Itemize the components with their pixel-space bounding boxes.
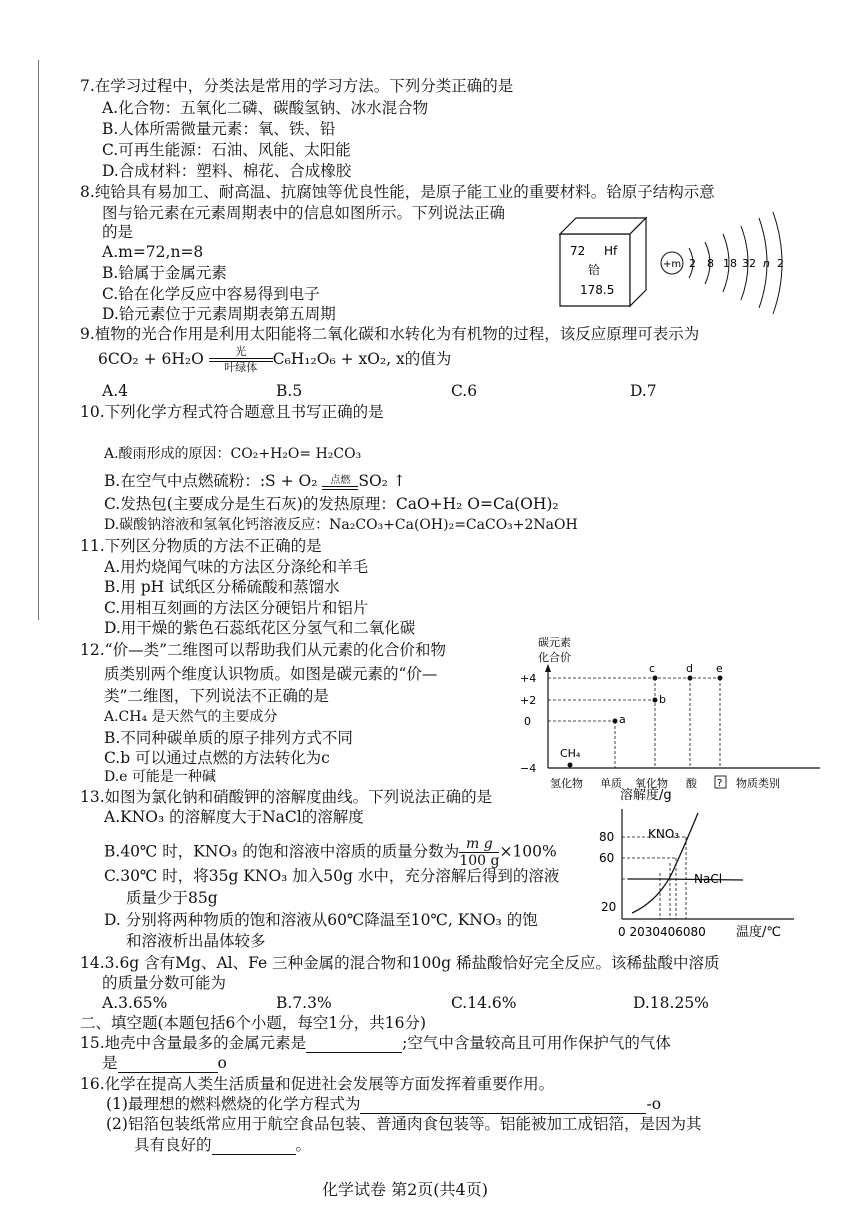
point-c <box>653 676 658 681</box>
label-a: a <box>619 713 626 726</box>
q9-option-d: D.7 <box>630 382 657 400</box>
nucleus-charge: +m <box>663 259 682 270</box>
q13-b-denominator: 100 g <box>459 853 500 869</box>
q10-b-condition <box>322 475 358 490</box>
q9-equation <box>98 346 451 374</box>
q11-option-d: D.用干燥的紫色石蕊纸花区分氢气和二氧化碳 <box>104 619 416 637</box>
q10-option-c: C.发热包(主要成分是生石灰)的发热原理：CaO+H₂ O=Ca(OH)₂ <box>104 495 559 513</box>
q13-option-c-line2: 质量少于85g <box>126 889 218 907</box>
y-tick-plus4: +4 <box>520 672 537 685</box>
chart-ylabel: 溶解度/g <box>620 788 672 803</box>
q13-b-prefix: B.40℃ 时，KNO₃ 的饱和溶液中溶质的质量分数为 <box>104 842 460 861</box>
q13-b-suffix: ×100% <box>499 842 557 861</box>
x-axis-label: 物质类别 <box>736 777 780 790</box>
q9-cond-bottom: 叶绿体 <box>224 361 258 374</box>
label-ch4: CH₄ <box>560 747 581 760</box>
q9-eq-right: C₆H₁₂O₆ + xO₂ <box>272 350 387 368</box>
y-tick-minus4: −4 <box>520 762 537 775</box>
q9-eq-condition <box>209 346 273 374</box>
q8-stem-line2: 图与铪元素在元素周期表中的信息如图所示。下列说法正确 <box>102 204 506 222</box>
kno3-label: KNO₃ <box>648 827 680 841</box>
q10-b-suffix: SO₂ ↑ <box>358 472 406 490</box>
q13-option-d-line2: 和溶液析出晶体较多 <box>126 932 266 950</box>
q16-p2-end: 。 <box>295 1136 312 1154</box>
q9-stem: 9.植物的光合作用是利用太阳能将二氧化碳和水转化为有机物的过程，该反应原理可表示为 <box>80 325 700 343</box>
point-e <box>718 676 723 681</box>
label-d: d <box>686 662 693 675</box>
q7-option-b: B.人体所需微量元素：氧、铁、铅 <box>102 120 336 138</box>
q16-part2-line1: (2)铝箔包装纸常应用于航空食品包装、普通肉食包装等。铝能被加工成铝箔，是因为其 <box>106 1115 702 1133</box>
q15-line1 <box>80 1033 671 1053</box>
q16-p2-text: 具有良好的 <box>134 1136 212 1154</box>
q14-option-b: B.7.3% <box>276 994 332 1012</box>
q15-text-c: 是 <box>102 1054 118 1072</box>
label-e: e <box>716 662 723 675</box>
q15-blank-2[interactable] <box>118 1056 218 1073</box>
q8-option-c: C.铪在化学反应中容易得到电子 <box>102 285 320 303</box>
q12-option-b: B.不同种碳单质的原子排列方式不同 <box>104 729 353 747</box>
nacl-label: NaCl <box>694 872 723 886</box>
x-tick-hydride: 氢化物 <box>550 777 583 790</box>
q10-stem: 10.下列化学方程式符合题意且书写正确的是 <box>80 403 384 421</box>
q13-option-c-line1: C.30℃ 时，将35g KNO₃ 加入50g 水中，充分溶解后得到的溶液 <box>104 867 560 885</box>
q16-blank-1[interactable] <box>360 1097 646 1114</box>
point-ch4 <box>568 763 573 768</box>
q14-stem-line1: 14.3.6g 含有Mg、Al、Fe 三种金属的混合物和100g 稀盐酸恰好完全反应。该稀盐酸中溶质 <box>80 954 720 972</box>
q15-text-a: 15.地壳中含量最多的金属元素是 <box>80 1034 307 1052</box>
q15-line2 <box>102 1053 227 1073</box>
shell-3-count: 18 <box>723 257 737 270</box>
element-number: 72 <box>570 244 586 258</box>
q14-stem-line2: 的质量分数可能为 <box>102 974 227 992</box>
q11-stem: 11.下列区分物质的方法不正确的是 <box>80 537 322 555</box>
q10-option-b <box>104 470 406 492</box>
q16-p1-text: (1)最理想的燃料燃烧的化学方程式为 <box>106 1095 361 1113</box>
y-tick-20: 20 <box>601 900 617 914</box>
q10-b-cond-text: 点燃 <box>330 474 351 486</box>
q16-blank-2[interactable] <box>212 1138 296 1155</box>
element-symbol: Hf <box>604 244 618 258</box>
y-tick-plus2: +2 <box>520 694 537 707</box>
q7-option-a: A.化合物：五氧化二磷、碳酸氢钠、冰水混合物 <box>102 99 429 117</box>
label-b: b <box>659 693 666 706</box>
y-tick-0: 0 <box>524 715 531 728</box>
q10-b-prefix: B.在空气中点燃硫粉：:S + O₂ <box>104 472 318 490</box>
q12-stem-line1: 12.“价—类”二维图可以帮助我们从元素的化合价和物 <box>80 641 446 659</box>
q13-b-fraction <box>459 836 499 869</box>
q14-option-c: C.14.6% <box>451 994 517 1012</box>
x-tick-unknown: ? <box>717 778 723 789</box>
q9-eq-left: 6CO₂ + 6H₂O <box>98 350 204 368</box>
q9-eq-tail: , x的值为 <box>386 350 452 368</box>
q13-b-numerator: m g <box>459 836 499 853</box>
q12-option-a: A.CH₄ 是天然气的主要成分 <box>104 709 278 725</box>
q15-text-d: o <box>217 1054 227 1072</box>
q16-part1 <box>106 1094 661 1114</box>
carbon-valence-class-chart <box>510 632 825 792</box>
shell-5-count: n <box>763 257 770 270</box>
q8-option-a: A.m=72,n=8 <box>102 243 204 261</box>
label-c: c <box>649 662 656 675</box>
q13-option-b <box>104 836 557 869</box>
q11-option-c: C.用相互刻画的方法区分硬铝片和铝片 <box>104 599 369 617</box>
q16-stem: 16.化学在提高人类生活质量和促进社会发展等方面发挥着重要作用。 <box>80 1075 555 1093</box>
shell-4-count: 32 <box>742 257 756 270</box>
q9-cond-top: 光 <box>235 345 247 358</box>
chart-ylabel-line2: 化合价 <box>538 651 571 664</box>
q9-option-b: B.5 <box>276 382 303 400</box>
q16-part2-line2 <box>134 1135 311 1155</box>
q14-option-a: A.3.65% <box>102 994 168 1012</box>
q12-stem-line3: 类”二维图，下列说法不正确的是 <box>104 687 329 705</box>
shell-6-count: 2 <box>777 257 784 270</box>
q12-option-d: D.e 可能是一种碱 <box>104 769 216 785</box>
nacl-curve <box>628 879 743 880</box>
q7-option-d: D.合成材料：塑料、棉花、合成橡胶 <box>102 162 352 180</box>
section-2-heading: 二、填空题(本题包括6个小题，每空1分，共16分) <box>80 1014 427 1032</box>
element-name: 铪 <box>588 263 601 277</box>
q13-option-a: A.KNO₃ 的溶解度大于NaCl的溶解度 <box>104 808 364 826</box>
q10-option-d: D.碳酸钠溶液和氢氧化钙溶液反应：Na₂CO₃+Ca(OH)₂=CaCO₃+2NaOH <box>104 517 578 533</box>
q9-option-c: C.6 <box>451 382 478 400</box>
q7-stem: 7.在学习过程中，分类法是常用的学习方法。下列分类正确的是 <box>80 77 514 95</box>
chart-ylabel-line1: 碳元素 <box>538 636 571 649</box>
q11-option-a: A.用灼烧闻气味的方法区分涤纶和羊毛 <box>104 558 369 576</box>
x-ticks: 0 2030406080 <box>618 925 706 939</box>
q10-option-a: A.酸雨形成的原因：CO₂+H₂O= H₂CO₃ <box>104 446 362 462</box>
x-tick-acid: 酸 <box>686 777 697 790</box>
hafnium-atom-diagram <box>655 212 795 314</box>
hafnium-element-card <box>558 212 648 308</box>
binding-margin-line <box>38 60 39 620</box>
x-tick-element: 单质 <box>600 777 622 790</box>
q8-option-b: B.铪属于金属元素 <box>102 264 227 282</box>
chart-xlabel: 温度/℃ <box>736 925 781 940</box>
q15-text-b: ;空气中含量较高且可用作保护气的气体 <box>402 1034 671 1052</box>
q15-blank-1[interactable] <box>306 1036 402 1053</box>
q12-option-c: C.b 可以通过点燃的方法转化为c <box>104 749 330 767</box>
q16-p1-end: -o <box>646 1095 662 1113</box>
q13-stem: 13.如图为氯化钠和硝酸钾的溶解度曲线。下列说法正确的是 <box>80 788 493 806</box>
x-tick-oxide: 氧化物 <box>635 777 668 790</box>
page-footer: 化学试卷 第2页(共4页) <box>322 1180 488 1199</box>
y-tick-80: 80 <box>599 830 615 844</box>
q12-stem-line2: 质类别两个维度认识物质。如图是碳元素的“价— <box>104 665 438 683</box>
point-a <box>613 719 618 724</box>
y-tick-60: 60 <box>599 851 615 865</box>
point-d <box>688 676 693 681</box>
q13-option-d-line1: D. 分别将两种物质的饱和溶液从60℃降温至10℃, KNO₃ 的饱 <box>104 911 538 929</box>
solubility-curve-chart <box>598 783 804 945</box>
element-mass: 178.5 <box>580 283 615 297</box>
q9-option-a: A.4 <box>102 382 128 400</box>
q11-option-b: B.用 pH 试纸区分稀硫酸和蒸馏水 <box>104 578 340 596</box>
q14-option-d: D.18.25% <box>633 994 709 1012</box>
q8-option-d: D.铪元素位于元素周期表第五周期 <box>102 305 336 323</box>
q7-option-c: C.可再生能源：石油、风能、太阳能 <box>102 141 351 159</box>
q8-stem-line3: 的是 <box>102 223 134 241</box>
point-b <box>653 698 658 703</box>
q8-stem-line1: 8.纯铪具有易加工、耐高温、抗腐蚀等优良性能，是原子能工业的重要材料。铪原子结构示意 <box>80 183 715 201</box>
shell-2-count: 8 <box>707 257 714 270</box>
shell-1-count: 2 <box>689 257 696 270</box>
